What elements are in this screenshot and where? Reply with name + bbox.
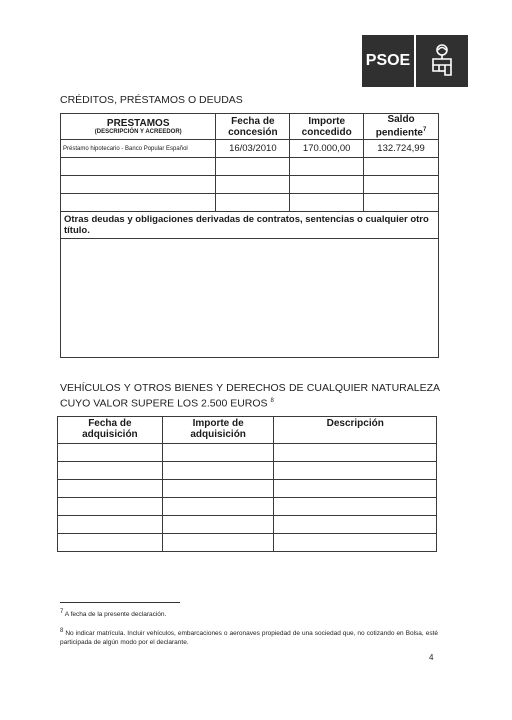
section-title-vehiculos [60, 382, 440, 411]
footnote-divider [60, 602, 180, 603]
footnote-ref-8: 8 [270, 398, 274, 404]
otras-deudas-area [61, 239, 439, 358]
header-fecha-concesion: Fecha de concesión [216, 114, 290, 140]
prestamos-table [60, 113, 439, 358]
footnote-7: $^7$ A fecha de la presente declaración. [60, 609, 167, 619]
table-row [61, 176, 439, 194]
header-importe-concedido: Importe concedido [290, 114, 364, 140]
psoe-logo [362, 35, 468, 87]
table-row [61, 158, 439, 176]
header-fecha-adquisicion: Fecha de adquisición [58, 417, 163, 444]
vehiculos-table [57, 416, 437, 552]
header-prestamos: PRESTAMOS (DESCRIPCIÓN Y ACREEDOR) [61, 114, 216, 140]
cell-descripcion: Préstamo hipotecario - Banco Popular Español [61, 140, 216, 158]
table-row [58, 516, 437, 534]
logo-text: PSOE [362, 35, 414, 87]
table-row [58, 444, 437, 462]
section-title-vehiculos-line2: CUYO VALOR SUPERE LOS 2.500 EUROS [60, 397, 268, 410]
header-descripcion: Descripción [274, 417, 437, 444]
header-prestamos-sub: (DESCRIPCIÓN Y ACREEDOR) [94, 128, 182, 135]
section-title-vehiculos-line1: VEHÍCULOS Y OTROS BIENES Y DERECHOS DE CUALQUIER NATURALEZA [60, 382, 440, 394]
table-header-row [61, 114, 439, 140]
header-saldo-pendiente: Saldo pendiente$^7$ [364, 114, 439, 140]
section-title-creditos: CRÉDITOS, PRÉSTAMOS O DEUDAS [60, 94, 243, 106]
table-row [58, 462, 437, 480]
cell-saldo: 132.724,99 [364, 140, 439, 158]
table-row [58, 534, 437, 552]
header-importe-adquisicion: Importe de adquisición [162, 417, 274, 444]
footnote-8: $^8$ No indicar matrícula. Incluir vehículos, embarcaciones o aeronaves propiedad de una sociedad que, no cotizando en Bolsa, esté participada de algún modo por el declarante. [60, 628, 438, 647]
otras-deudas-title: Otras deudas y obligaciones derivadas de contratos, sentencias o cualquier otro título. [61, 212, 439, 239]
table-row [61, 140, 439, 158]
cell-importe: 170.000,00 [290, 140, 364, 158]
cell-fecha: 16/03/2010 [216, 140, 290, 158]
rose-fist-icon [416, 35, 468, 87]
table-header-row [58, 417, 437, 444]
table-row [58, 498, 437, 516]
otras-deudas-header-row [61, 212, 439, 239]
footnote-ref-7: 7 [423, 127, 427, 134]
otras-deudas-body-row [61, 239, 439, 358]
table-row [58, 480, 437, 498]
page-number: 4 [429, 653, 434, 662]
table-row [61, 194, 439, 212]
